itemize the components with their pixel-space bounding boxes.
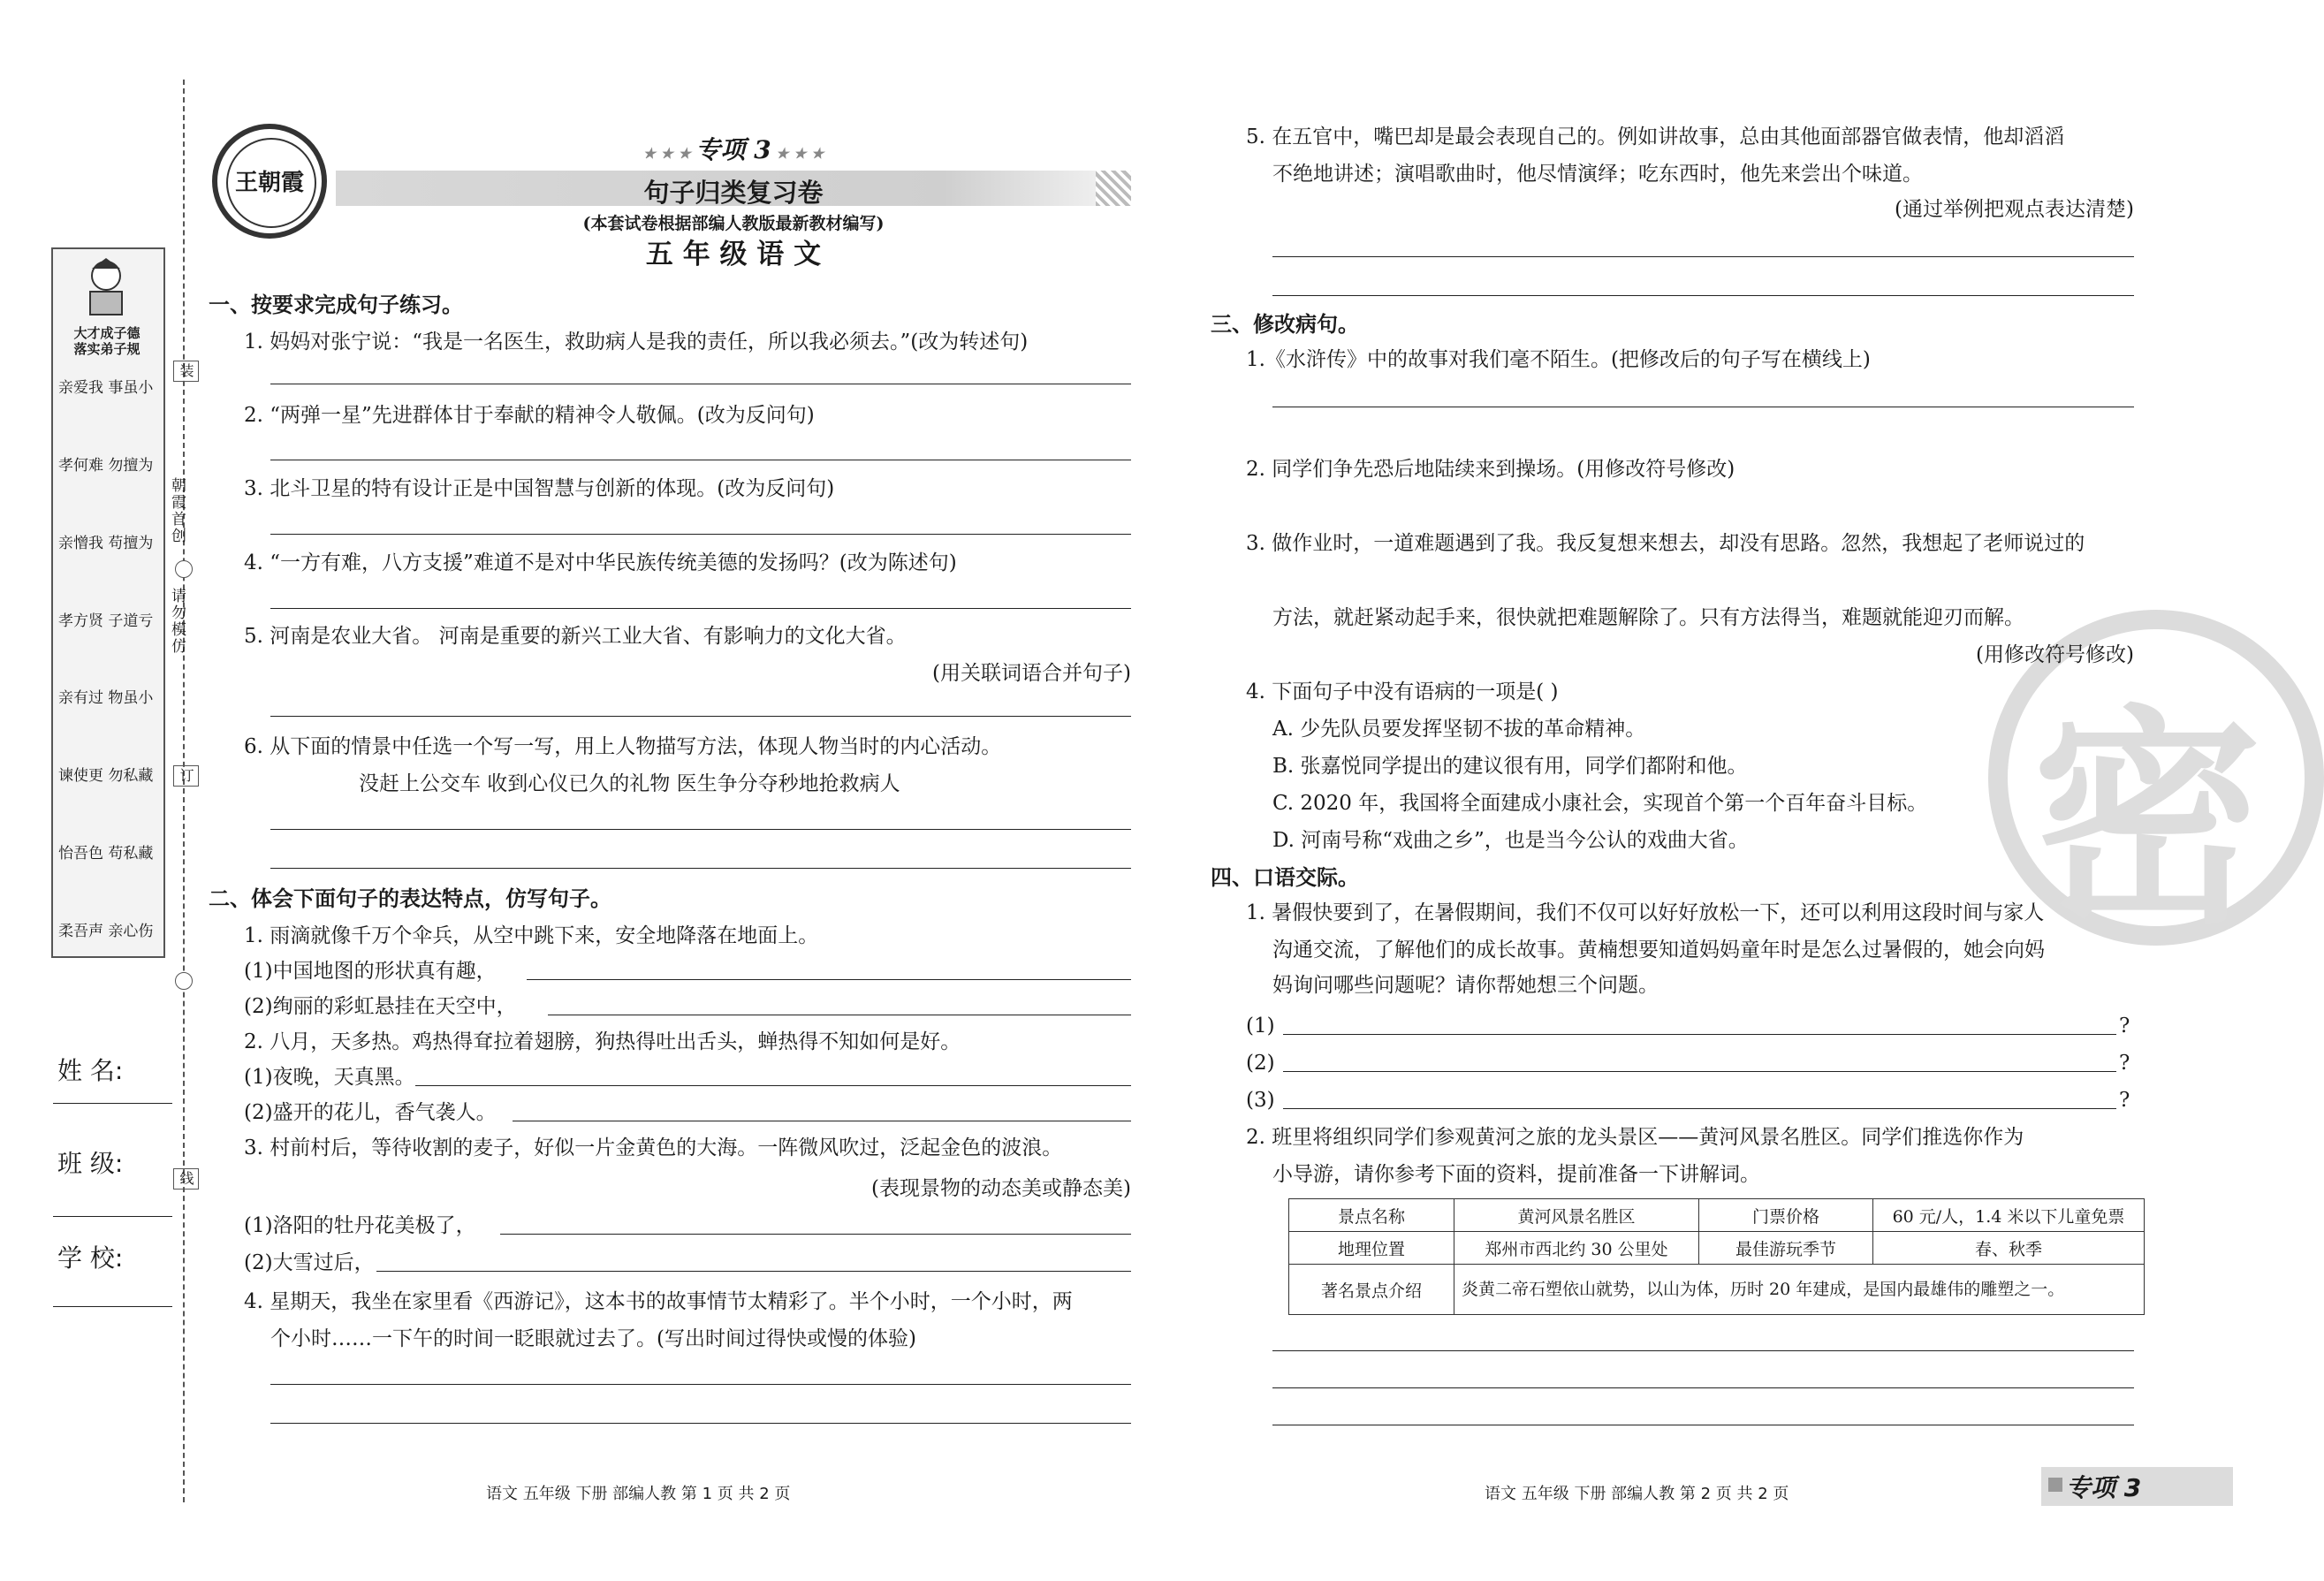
answer-line[interactable] (1283, 1071, 2116, 1072)
brand-logo-text: 王朝霞 (234, 170, 304, 196)
motto-verse: 孝何难 勿擅为 (58, 456, 154, 475)
q2-3b: (2)大雪过后， (244, 1251, 375, 1274)
q3-4-option-b[interactable]: B. 张嘉悦同学提出的建议很有用，同学们都附和他。 (1272, 755, 1748, 778)
q3-1: 1.《水浒传》中的故事对我们毫不陌生。(把修改后的句子写在横线上) (1246, 348, 1871, 371)
mascot-figure (80, 256, 133, 318)
q2-5: 5. 在五官中，嘴巴却是最会表现自己的。例如讲故事，总由其他面部器官做表情，他却滔滔 (1246, 125, 2065, 148)
q2-3-requirement: (表现景物的动态美或静态美) (871, 1177, 1131, 1200)
answer-line[interactable] (1283, 1108, 2116, 1109)
motto-verse: 亲憎我 苟擅为 (58, 534, 154, 552)
answer-line[interactable] (270, 1423, 1131, 1424)
answer-line[interactable] (415, 1085, 1131, 1086)
seal-xian: 线 (173, 1168, 199, 1190)
side-note-no-copy: 请勿模仿 (168, 588, 186, 655)
q1-4: 4. “一方有难，八方支援”难道不是对中华民族传统美德的发扬吗？(改为陈述句) (244, 551, 957, 574)
question-mark: ? (2119, 1052, 2130, 1075)
answer-line[interactable] (270, 829, 1131, 830)
q4-1-cont-2: 妈询问哪些问题呢？请你帮她想三个问题。 (1272, 974, 1659, 997)
q3-3-requirement: (用修改符号修改) (1976, 643, 2134, 666)
seal-zhuang: 装 (173, 361, 199, 382)
school-label: 学 校: (57, 1243, 124, 1273)
answer-line[interactable] (1272, 256, 2134, 257)
motto-title (53, 325, 161, 357)
name-label: 姓 名: (57, 1056, 124, 1085)
seal-ding: 订 (173, 765, 199, 787)
q4-2-cont: 小导游，请你参考下面的资料，提前准备一下讲解词。 (1272, 1163, 1760, 1186)
answer-line[interactable] (1272, 1350, 2134, 1351)
table-cell: 门票价格 (1699, 1199, 1873, 1232)
motto-verse: 怡吾色 苟私藏 (58, 845, 154, 863)
binding-dashed-line (183, 80, 185, 1502)
motto-title-2: 落实弟子规 (73, 341, 141, 357)
table-cell: 最佳游玩季节 (1699, 1232, 1873, 1265)
q3-4: 4. 下面句子中没有语病的一项是( ) (1246, 680, 1559, 703)
table-cell: 景点名称 (1289, 1199, 1454, 1232)
q4-2: 2. 班里将组织同学们参观黄河之旅的龙头景区——黄河风景名胜区。同学们推选你作为 (1246, 1126, 2024, 1149)
series-label (619, 131, 848, 166)
answer-line[interactable] (1283, 1034, 2116, 1035)
grade-title: 五 年 级 语 文 (645, 239, 822, 270)
q2-1b: (2)绚丽的彩虹悬挂在天空中， (244, 995, 517, 1018)
question-mark: ? (2119, 1089, 2130, 1112)
q2-4-cont: 个小时……一下午的时间一眨眼就过去了。(写出时间过得快或慢的体验) (270, 1327, 916, 1350)
answer-line[interactable] (1272, 1387, 2134, 1388)
q3-2: 2. 同学们争先恐后地陆续来到操场。(用修改符号修改) (1246, 458, 1735, 481)
binding-hole (175, 972, 193, 990)
star-icon: ★ ★ ★ (771, 145, 824, 162)
motto-verse: 亲爱我 事虽小 (58, 379, 154, 397)
section-2-title: 二、体会下面句子的表达特点，仿写句子。 (209, 886, 611, 911)
scenic-info-table (1288, 1198, 2145, 1315)
answer-line[interactable] (270, 868, 1131, 869)
class-label: 班 级: (57, 1149, 124, 1178)
motto-verse: 孝方贤 子道亏 (58, 612, 154, 630)
table-cell: 黄河风景名胜区 (1454, 1199, 1699, 1232)
motto-verse: 谏使更 勿私藏 (58, 767, 154, 786)
answer-line[interactable] (1272, 295, 2134, 296)
corner-pattern (2048, 1478, 2062, 1492)
q3-3-cont: 方法，就赶紧动起手来，很快就把难题解除了。只有方法得当，难题就能迎刃而解。 (1272, 606, 2024, 629)
q2-2a: (1)夜晚，天真黑。 (244, 1066, 415, 1089)
side-note-original: 朝霞首创 (168, 477, 186, 544)
q1-5: 5. 河南是农业大省。 河南是重要的新兴工业大省、有影响力的文化大省。 (244, 625, 907, 648)
q2-2: 2. 八月，天多热。鸡热得耷拉着翅膀，狗热得吐出舌头，蝉热得不知如何是好。 (244, 1030, 961, 1053)
footer-left: 语文 五年级 下册 部编人教 第 1 页 共 2 页 (486, 1485, 791, 1503)
motto-title-1: 大才成子德 (73, 325, 141, 341)
q4-1-cont-1: 沟通交流，了解他们的成长故事。黄楠想要知道妈妈童年时是怎么过暑假的，她会向妈 (1272, 939, 2045, 962)
q3-4-option-c[interactable]: C. 2020 年，我国将全面建成小康社会，实现首个第一个百年奋斗目标。 (1272, 792, 1928, 815)
q1-2: 2. “两弹一星”先进群体甘于奉献的精神令人敬佩。(改为反问句) (244, 404, 815, 427)
q2-5-cont: 不绝地讲述；演唱歌曲时，他尽情演绎；吃东西时，他先来尝出个味道。 (1272, 163, 1923, 186)
q2-1: 1. 雨滴就像千万个伞兵，从空中跳下来，安全地降落在地面上。 (244, 924, 819, 947)
section-1-title: 一、按要求完成句子练习。 (209, 293, 463, 317)
q3-4-option-d[interactable]: D. 河南号称“戏曲之乡”，也是当今公认的戏曲大省。 (1272, 829, 1749, 852)
q4-1: 1. 暑假快要到了，在暑假期间，我们不仅可以好好放松一下，还可以利用这段时间与家人 (1246, 901, 2045, 924)
answer-line[interactable] (527, 979, 1131, 980)
name-field[interactable] (53, 1103, 172, 1104)
confidential-stamp-char: 密 (2032, 688, 2262, 954)
q2-4: 4. 星期天，我坐在家里看《西游记》，这本书的故事情节太精彩了。半个小时，一个小时，两 (244, 1290, 1073, 1313)
star-icon: ★ ★ ★ (642, 145, 696, 162)
q1-1: 1. 妈妈对张宁说：“我是一名医生，救助病人是我的责任，所以我必须去。”(改为转述句) (244, 331, 1029, 353)
table-cell: 地理位置 (1289, 1232, 1454, 1265)
q2-1a: (1)中国地图的形状真有趣， (244, 960, 497, 983)
motto-verse: 柔吾声 亲心伤 (58, 922, 154, 940)
answer-line[interactable] (270, 716, 1131, 717)
corner-tag: 专项 3 (2066, 1473, 2142, 1502)
answer-line[interactable] (376, 1271, 1131, 1272)
answer-line[interactable] (270, 608, 1131, 609)
q4-1-item-2: (2) (1246, 1052, 1275, 1075)
motto-verse: 亲有过 物虽小 (58, 689, 154, 708)
school-field[interactable] (53, 1306, 172, 1307)
answer-line[interactable] (270, 1384, 1131, 1385)
page-subtitle: (本套试卷根据部编人教版最新教材编写) (582, 214, 885, 233)
table-row (1289, 1199, 2145, 1232)
q1-6-options: 没赶上公交车 收到心仪已久的礼物 医生争分夺秒地抢救病人 (359, 772, 900, 795)
answer-line[interactable] (500, 1234, 1131, 1235)
q4-1-item-3: (3) (1246, 1089, 1275, 1112)
q1-3: 3. 北斗卫星的特有设计正是中国智慧与创新的体现。(改为反问句) (244, 477, 835, 500)
series-text: 专项 3 (695, 135, 771, 164)
q2-3: 3. 村前村后，等待收割的麦子，好似一片金黄色的大海。一阵微风吹过，泛起金色的波浪。 (244, 1136, 1063, 1159)
table-row (1289, 1265, 2145, 1315)
q4-1-item-1: (1) (1246, 1015, 1275, 1038)
section-4-title: 四、口语交际。 (1211, 865, 1359, 890)
q3-4-option-a[interactable]: A. 少先队员要发挥坚韧不拔的革命精神。 (1272, 718, 1646, 741)
binding-hole (175, 560, 193, 578)
answer-line[interactable] (270, 534, 1131, 535)
q3-3: 3. 做作业时，一道难题遇到了我。我反复想来想去，却没有思路。忽然，我想起了老师说过的 (1246, 532, 2085, 555)
table-row (1289, 1232, 2145, 1265)
table-cell: 炎黄二帝石塑依山就势，以山为体，历时 20 年建成，是国内最雄伟的雕塑之一。 (1454, 1265, 2145, 1315)
q2-5-requirement: (通过举例把观点表达清楚) (1895, 198, 2134, 221)
footer-right: 语文 五年级 下册 部编人教 第 2 页 共 2 页 (1485, 1485, 1789, 1503)
q1-5-requirement: (用关联词语合并句子) (932, 662, 1131, 685)
class-field[interactable] (53, 1216, 172, 1217)
q1-6: 6. 从下面的情景中任选一个写一写，用上人物描写方法，体现人物当时的内心活动。 (244, 735, 1002, 758)
table-cell: 郑州市西北约 30 公里处 (1454, 1232, 1699, 1265)
motto-verses (58, 375, 159, 940)
page-title: 句子归类复习卷 (643, 178, 824, 208)
section-3-title: 三、修改病句。 (1211, 312, 1359, 337)
table-cell: 60 元/人，1.4 米以下儿童免票 (1873, 1199, 2145, 1232)
question-mark: ? (2119, 1015, 2130, 1038)
q2-3a: (1)洛阳的牡丹花美极了， (244, 1214, 476, 1237)
table-cell: 春、秋季 (1873, 1232, 2145, 1265)
table-cell: 著名景点介绍 (1289, 1265, 1454, 1315)
band-pattern (1096, 171, 1131, 206)
q2-2b: (2)盛开的花儿，香气袭人。 (244, 1101, 497, 1124)
